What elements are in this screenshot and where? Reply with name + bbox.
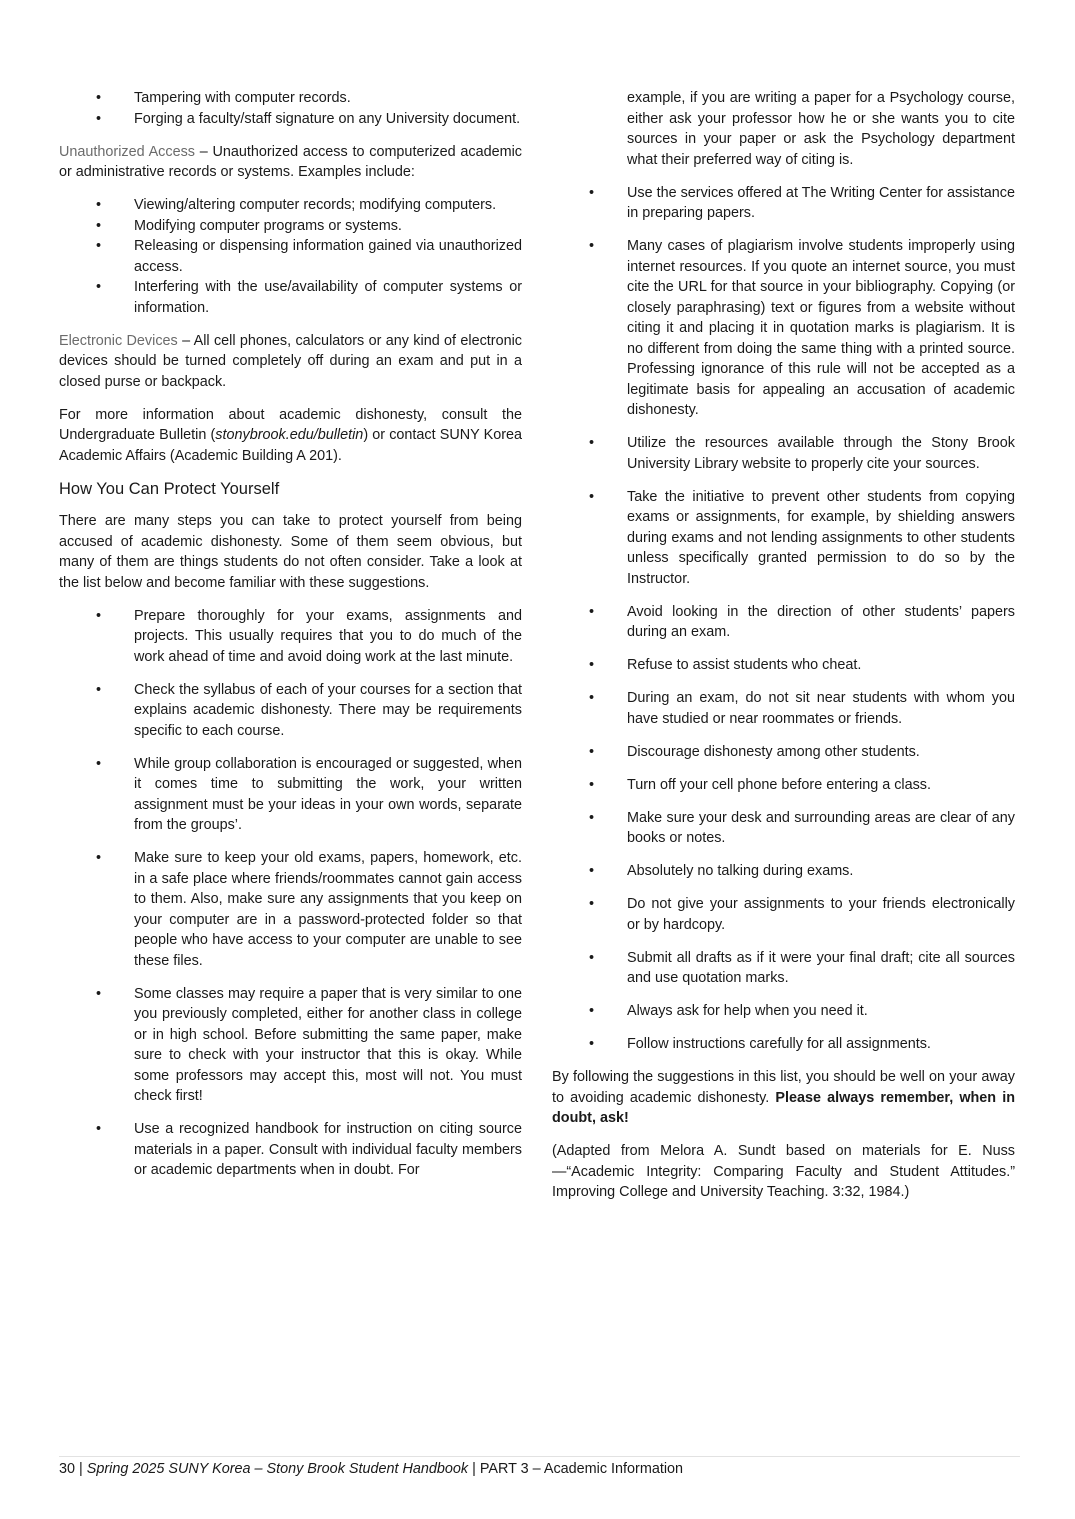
list-item: • Make sure your desk and surrounding areas are clear of any books or notes. [589, 809, 1015, 846]
list-item: • Avoid looking in the direction of other students’ papers during an exam. [589, 603, 1015, 640]
list-item-continuation: example, if you are writing a paper for a Psychology course, either ask your professor how he or she wants you to cite sources in your paper or ask the Psychology department what their preferred way of citing is. [627, 90, 1015, 168]
bullet-icon: • [589, 949, 595, 966]
unauthorized-access-paragraph: Unauthorized Access – Unauthorized access to computerized academic or administrative records or systems. Examples include: [59, 143, 522, 180]
unauthorized-access-term: Unauthorized Access [59, 143, 195, 160]
list-item: • Submit all drafts as if it were your final draft; cite all sources and use quotation marks. [589, 949, 1015, 986]
handbook-title: Spring 2025 SUNY Korea – Stony Brook Student Handbook [86, 1461, 469, 1477]
bullet-icon: • [589, 690, 595, 706]
list-item: • Some classes may require a paper that is very similar to one you previously completed, either for another class in college or in high school. Before submitting the same paper, make sure to check with your instructor that this is okay. While some professors may accept this, most will not. You must check first! [96, 985, 522, 1104]
page-number: 30 [59, 1461, 76, 1477]
list-item: • Modifying computer programs or systems. [59, 216, 522, 237]
list-item: • Follow instructions carefully for all assignments. [552, 1034, 1015, 1055]
closing-paragraph: By following the suggestions in this list, you should be well on your away to avoiding academic dishonesty. Please always remember, when in doubt, ask! [552, 1069, 1015, 1126]
bullet-icon: • [96, 238, 102, 254]
list-item: • While group collaboration is encouraged or suggested, when it comes time to submitting the work, your written assignment must be your ideas in your own words, separate from the groups’. [96, 755, 522, 833]
list-item: • Forging a faculty/staff signature on any University document. [59, 109, 522, 130]
section-name: PART 3 – Academic Information [479, 1461, 684, 1477]
protection-tips-list-continued [552, 88, 1015, 1055]
bullet-icon: • [96, 197, 102, 213]
section-heading: How You Can Protect Yourself [59, 479, 280, 498]
records-list [59, 88, 522, 129]
bullet-icon: • [589, 776, 595, 793]
bullet-icon: • [589, 435, 595, 451]
electronic-devices-paragraph: Electronic Devices – All cell phones, calculators or any kind of electronic devices should be turned completely off during an exam and put in a closed purse or backpack. [59, 332, 522, 390]
list-item: • Turn off your cell phone before entering a class. [552, 775, 1015, 796]
list-item: • Prepare thoroughly for your exams, assignments and projects. This usually requires that you to do much of the work ahead of time and avoid doing work at the last minute. [96, 607, 522, 665]
bulletin-link[interactable]: stonybrook.edu/bulletin [215, 427, 364, 443]
list-item: • Refuse to assist students who cheat. [552, 655, 1015, 676]
protection-tips-list [59, 606, 522, 1181]
bullet-icon: • [96, 1121, 102, 1137]
intro-paragraph: There are many steps you can take to protect yourself from being accused of academic dishonesty. Some of them seem obvious, but many of them are things students do not often consider. Take a look at the list below and become familiar with these suggestions. [59, 513, 522, 591]
bullet-icon: • [589, 657, 595, 673]
bullet-icon: • [96, 90, 102, 106]
list-item: • Discourage dishonesty among other students. [552, 742, 1015, 763]
bullet-icon: • [589, 238, 595, 254]
bullet-icon: • [589, 863, 595, 879]
list-item: • During an exam, do not sit near students with whom you have studied or near roommates or friends. [589, 690, 1015, 727]
list-item: • Utilize the resources available through the Stony Brook University Library website to properly cite your sources. [589, 435, 1015, 472]
bullet-icon: • [96, 985, 102, 1002]
list-item: • Viewing/altering computer records; modifying computers. [59, 195, 522, 216]
list-item: • Absolutely no talking during exams. [552, 861, 1015, 882]
list-item: • Many cases of plagiarism involve students improperly using internet resources. If you quote an internet source, you must cite the URL for that source in your bibliography. Copying (or closely paraphrasing) text or figures from a website without citing it and placing it in quotation marks is plagiarism. It is no different from doing the same thing with a printed source. Professing ignorance of this rule will not be accepted as a legitimate basis for appealing an accusation of academic dishonesty. [589, 238, 1015, 418]
bullet-icon: • [96, 850, 102, 866]
bullet-icon: • [96, 607, 102, 624]
list-item: • Use a recognized handbook for instruction on citing source materials in a paper. Consult with individual faculty members or academic departments when in doubt. For [96, 1121, 522, 1178]
closing-emphasis: Please always remember, when in doubt, ask! [552, 1089, 1015, 1126]
bullet-icon: • [589, 896, 595, 912]
bullet-icon: • [589, 743, 595, 760]
bullet-icon: • [589, 184, 595, 201]
list-item: • Always ask for help when you need it. [552, 1001, 1015, 1022]
list-item: • Releasing or dispensing information gained via unauthorized access. [96, 238, 522, 275]
page-footer: 30 | Spring 2025 SUNY Korea – Stony Brook Student Handbook | PART 3 – Academic Information [59, 1456, 1020, 1477]
list-item: • Check the syllabus of each of your courses for a section that explains academic dishonesty. There may be requirements specific to each course. [96, 681, 522, 739]
bullet-icon: • [96, 755, 102, 772]
list-item: • Interfering with the use/availability of computer systems or information. [96, 279, 522, 316]
bullet-icon: • [589, 488, 595, 505]
list-item: • Take the initiative to prevent other students from copying exams or assignments, for example, by shielding answers during exams and not lending assignments to other students unless specifically granted permission to do so by the Instructor. [589, 488, 1015, 587]
bullet-icon: • [589, 809, 595, 826]
bullet-icon: • [589, 603, 595, 620]
list-item: • Use the services offered at The Writing Center for assistance in preparing papers. [589, 184, 1015, 221]
left-column [59, 88, 522, 1193]
list-item: • Do not give your assignments to your friends electronically or by hardcopy. [589, 896, 1015, 933]
bullet-icon: • [589, 1036, 595, 1052]
bullet-icon: • [96, 217, 102, 234]
right-column [552, 88, 1015, 1215]
bullet-icon: • [589, 1003, 595, 1019]
bullet-icon: • [96, 681, 102, 698]
electronic-devices-term: Electronic Devices [59, 332, 178, 349]
unauthorized-examples-list [59, 195, 522, 318]
more-info-paragraph: For more information about academic dishonesty, consult the Undergraduate Bulletin (stonybrook.edu/bulletin) or contact SUNY Korea Academic Affairs (Academic Building A 201). [59, 406, 522, 464]
bullet-icon: • [96, 110, 102, 127]
bullet-icon: • [96, 279, 102, 295]
citation-paragraph: (Adapted from Melora A. Sundt based on materials for E. Nuss—“Academic Integrity: Comparing Faculty and Student Attitudes.” Improving College and University Teaching. 3:32, 1984.) [552, 1143, 1015, 1200]
list-item: • Tampering with computer records. [59, 88, 522, 109]
list-item: • Make sure to keep your old exams, papers, homework, etc. in a safe place where friends/roommates cannot gain access to them. Also, make sure any assignments that you keep on your computer are in a password-protected folder so that people who have access to your computer are unable to see these files. [96, 850, 522, 969]
